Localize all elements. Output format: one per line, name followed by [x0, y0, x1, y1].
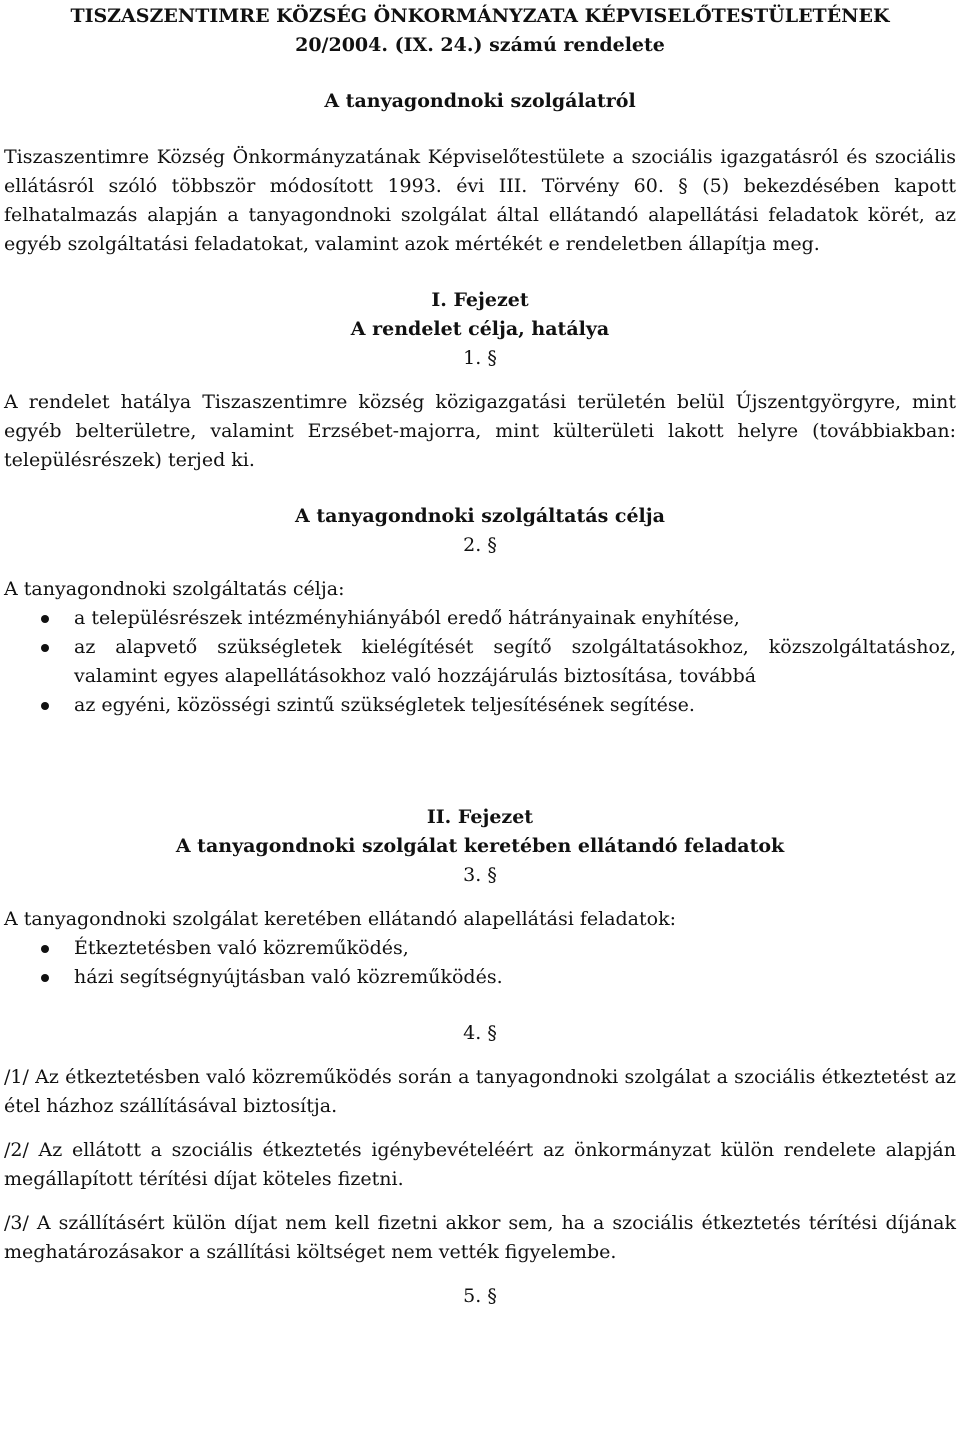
list-item: házi segítségnyújtásban való közreműködés. [4, 963, 956, 992]
purpose-intro: A tanyagondnoki szolgáltatás célja: [4, 578, 345, 600]
title-line-1: TISZASZENTIMRE KÖZSÉG ÖNKORMÁNYZATA KÉPVISELŐTESTÜLETÉNEK [70, 5, 890, 27]
list-item: a településrészek intézményhiányából eredő hátrányainak enyhítése, [4, 604, 956, 633]
preamble-text: Tiszaszentimre Község Önkormányzatának Képviselőtestülete a szociális igazgatásról és szociális ellátásról szóló többször módosított 1993. évi III. Törvény 60. § (5) bekezdésében kapott felhatalmazás alapján a tanyagondnoki szolgálat által ellátandó alapellátási feladatok körét, az egyéb szolgáltatási feladatokat, valamint azok mértékét e rendeletben állapítja meg. [4, 146, 956, 255]
list-item: az egyéni, közösségi szintű szükségletek teljesítésének segítése. [4, 691, 956, 720]
section-4-paragraph-2: /2/ Az ellátott a szociális étkeztetés igénybevételéért az önkormányzat külön rendelete alapján megállapított térítési díjat köteles fizetni. [4, 1139, 956, 1190]
section-1-number: 1. § [463, 347, 497, 369]
section-4-number: 4. § [463, 1022, 497, 1044]
document-page [0, 2, 960, 1455]
title-line-2: 20/2004. (IX. 24.) számú rendelete [295, 34, 665, 56]
section-5-number: 5. § [463, 1285, 497, 1307]
section-3-number: 3. § [463, 864, 497, 886]
list-item: Étkeztetésben való közreműködés, [4, 934, 956, 963]
tasks-list [4, 934, 956, 992]
section-1-text: A rendelet hatálya Tiszaszentimre község közigazgatási területén belül Újszentgyörgyre, mint egyéb belterületre, valamint Erzsébet-majorra, mint külterületi lakott helyre (továbbiakban: településrészek) terjed ki. [4, 391, 956, 471]
purpose-title: A tanyagondnoki szolgáltatás célja [295, 505, 665, 527]
chapter-1-label: I. Fejezet [431, 289, 529, 311]
section-4-paragraph-3: /3/ A szállításért külön díjat nem kell fizetni akkor sem, ha a szociális étkeztetés térítési díjának meghatározásakor a szállítási költséget nem vették figyelembe. [4, 1212, 956, 1263]
chapter-1-title: A rendelet célja, hatálya [350, 318, 610, 340]
document-subtitle: A tanyagondnoki szolgálatról [324, 90, 636, 112]
section-4-paragraph-1: /1/ Az étkeztetésben való közreműködés során a tanyagondnoki szolgálat a szociális étkeztetést az étel házhoz szállításával biztosítja. [4, 1066, 956, 1117]
section-2-number: 2. § [463, 534, 497, 556]
list-item: az alapvető szükségletek kielégítését segítő szolgáltatásokhoz, közszolgáltatáshoz, valamint egyes alapellátásokhoz való hozzájárulás biztosítása, továbbá [4, 633, 956, 691]
chapter-2-label: II. Fejezet [426, 806, 534, 828]
section-3-intro: A tanyagondnoki szolgálat keretében ellátandó alapellátási feladatok: [4, 908, 676, 930]
purpose-list [4, 604, 956, 720]
chapter-2-title: A tanyagondnoki szolgálat keretében ellátandó feladatok [175, 835, 785, 857]
document-title [4, 2, 956, 60]
